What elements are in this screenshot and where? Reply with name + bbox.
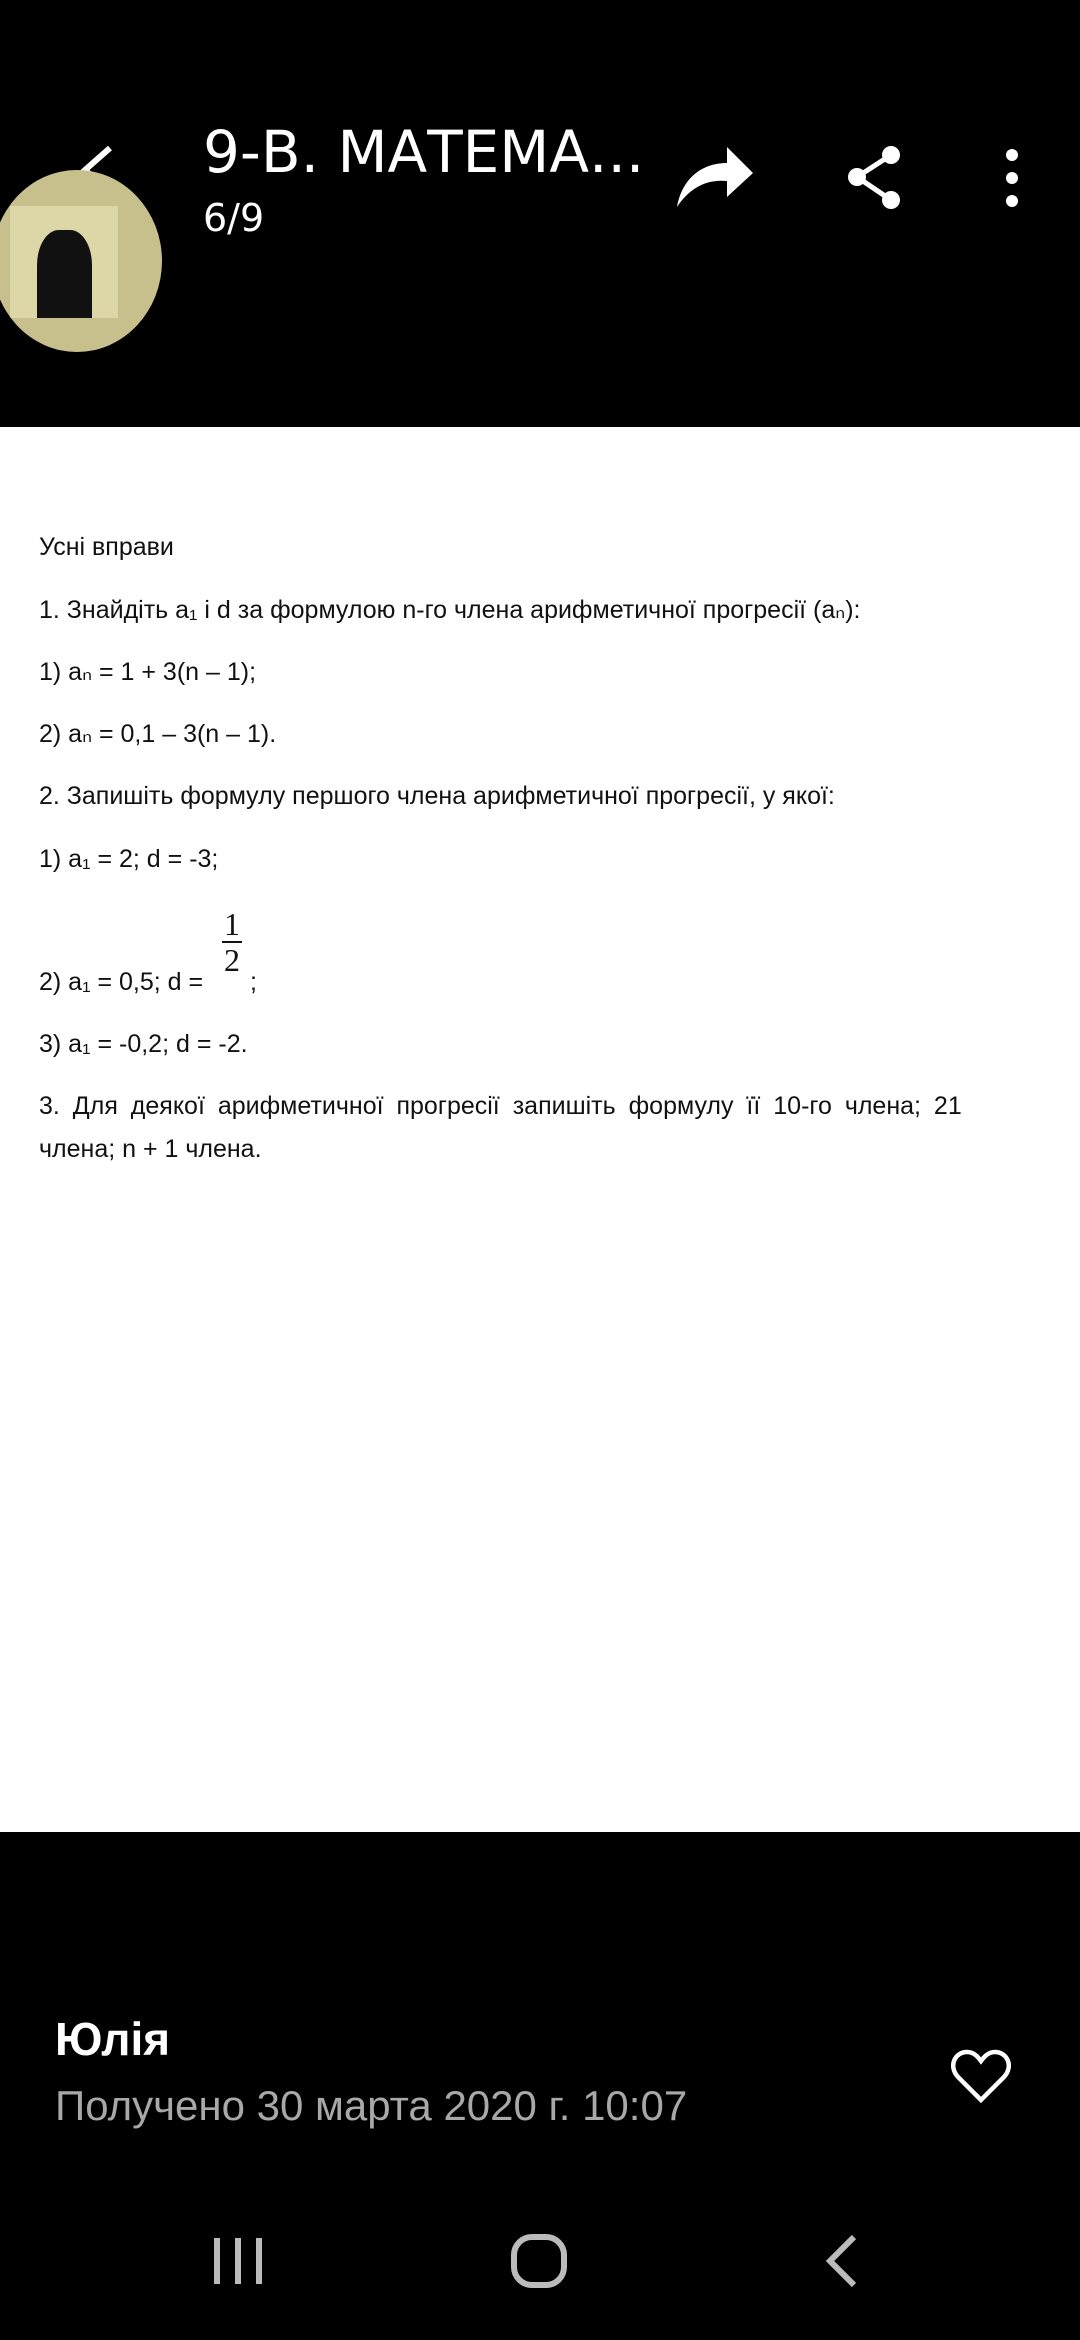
doc-line: 3) a₁ = -0,2; d = -2.: [39, 1030, 248, 1058]
fraction: [222, 907, 242, 977]
sender-avatar[interactable]: [0, 170, 162, 352]
conversation-title: 9-В. МАТЕМА...: [203, 118, 645, 186]
recent-apps-icon[interactable]: [210, 2236, 266, 2286]
doc-line: 3. Для деякої арифметичної прогресії запишіть формулу її 10-го члена; 21: [39, 1092, 962, 1120]
doc-line: 2) a₁ = 0,5; d =: [39, 968, 204, 996]
doc-line: 1) a₁ = 2; d = -3;: [39, 845, 219, 873]
home-icon[interactable]: [510, 2233, 568, 2289]
fraction-denominator: 2: [224, 942, 240, 978]
doc-line: члена; n + 1 члена.: [39, 1135, 262, 1163]
doc-line: 2) aₙ = 0,1 – 3(n – 1).: [39, 720, 277, 748]
document-image[interactable]: [0, 427, 1080, 1832]
fraction-numerator: 1: [224, 906, 240, 942]
received-date: Получено 30 марта 2020 г. 10:07: [55, 2082, 688, 2129]
sender-name: Юлія: [55, 2013, 171, 2065]
more-options-icon[interactable]: [998, 148, 1026, 208]
fraction-suffix: ;: [250, 968, 257, 996]
page-counter: 6/9: [203, 196, 265, 240]
back-nav-icon[interactable]: [822, 2233, 862, 2289]
share-icon[interactable]: [845, 145, 905, 210]
forward-icon[interactable]: [675, 145, 755, 210]
doc-line: 1) aₙ = 1 + 3(n – 1);: [39, 658, 257, 686]
heart-icon[interactable]: [950, 2048, 1012, 2104]
doc-heading: Усні вправи: [39, 533, 174, 561]
doc-line: 2. Запишіть формулу першого члена арифметичної прогресії, у якої:: [39, 782, 835, 810]
doc-line: 1. Знайдіть a₁ і d за формулою n-го члена арифметичної прогресії (aₙ):: [39, 596, 861, 624]
